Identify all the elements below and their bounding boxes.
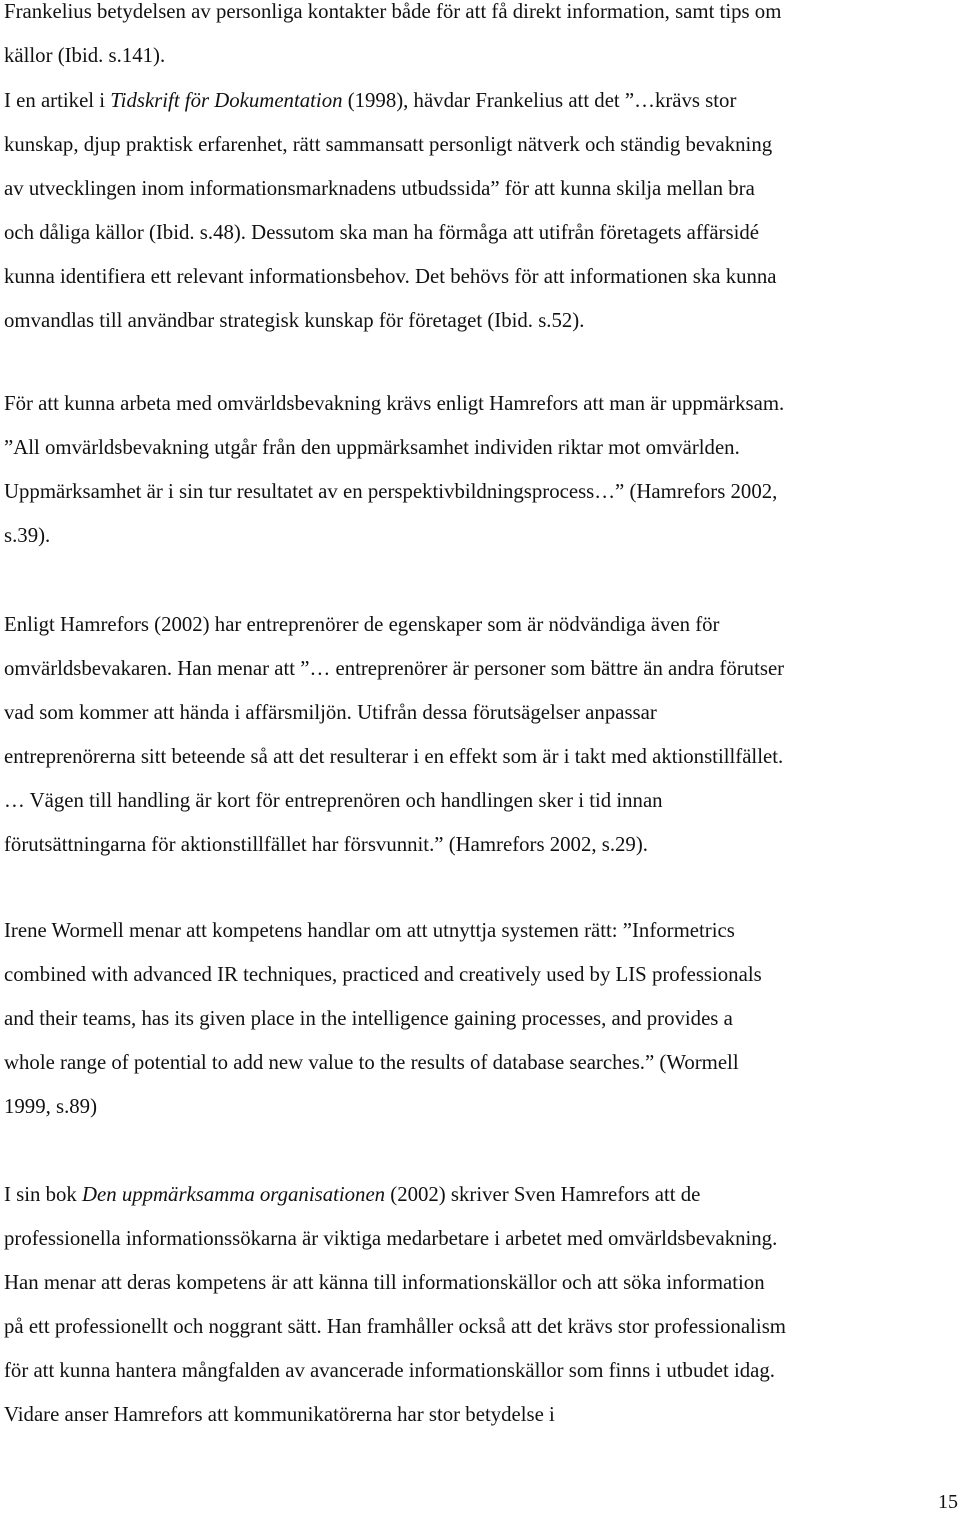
paragraph-wormell-competence — [4, 909, 960, 1129]
text-line: entreprenörerna sitt beteende så att det resulterar i en effekt som är i takt med aktionstillfället. — [4, 745, 784, 768]
paragraph-hamrefors-attention — [4, 382, 960, 558]
text-line: Han menar att deras kompetens är att känna till informationskällor och att söka information — [4, 1271, 765, 1294]
text-line: Frankelius betydelsen av personliga kontakter både för att få direkt information, samt tips om — [4, 0, 782, 23]
text-run: (1998), hävdar Frankelius att det ”…krävs stor — [342, 89, 737, 112]
text-line — [4, 79, 960, 123]
text-line: av utvecklingen inom informationsmarknadens utbudssida” för att kunna skilja mellan bra — [4, 177, 755, 200]
text-line: För att kunna arbeta med omvärldsbevakning krävs enligt Hamrefors att man är uppmärksam. — [4, 392, 785, 415]
text-line: ”All omvärldsbevakning utgår från den uppmärksamhet individen riktar mot omvärlden. — [4, 436, 740, 459]
text-line: kunskap, djup praktisk erfarenhet, rätt sammansatt personligt nätverk och ständig bevakning — [4, 133, 773, 156]
text-line: Enligt Hamrefors (2002) har entreprenörer de egenskaper som är nödvändiga även för — [4, 613, 720, 636]
text-line: 1999, s.89) — [4, 1095, 98, 1118]
text-run: (2002) skriver Sven Hamrefors att de — [385, 1183, 701, 1206]
journal-title: Tidskrift för Dokumentation — [110, 89, 343, 112]
text-line: för att kunna hantera mångfalden av avancerade informationskällor som finns i utbudet idag. — [4, 1359, 775, 1382]
text-line: förutsättningarna för aktionstillfället har försvunnit.” (Hamrefors 2002, s.29). — [4, 833, 648, 856]
text-line: omvandlas till användbar strategisk kunskap för företaget (Ibid. s.52). — [4, 309, 585, 332]
paragraph-hamrefors-book — [4, 1173, 960, 1437]
text-run: I en artikel i — [4, 89, 111, 112]
text-line: på ett professionellt och noggrant sätt. Han framhåller också att det krävs stor professionalism — [4, 1315, 786, 1338]
text-line: källor (Ibid. s.141). — [4, 44, 166, 67]
text-line: … Vägen till handling är kort för entreprenören och handlingen sker i tid innan — [4, 789, 663, 812]
paragraph-tidskrift-article — [4, 79, 960, 343]
text-line: and their teams, has its given place in the intelligence gaining processes, and provides a — [4, 1007, 733, 1030]
text-run: I sin bok — [4, 1183, 82, 1206]
text-line: Vidare anser Hamrefors att kommunikatörerna har stor betydelse i — [4, 1403, 555, 1426]
text-line: combined with advanced IR techniques, practiced and creatively used by LIS professionals — [4, 963, 762, 986]
text-line: kunna identifiera ett relevant informationsbehov. Det behövs för att informationen ska kunna — [4, 265, 777, 288]
text-line — [4, 1173, 960, 1217]
page-number: 15 — [938, 1491, 958, 1513]
text-line: Uppmärksamhet är i sin tur resultatet av en perspektivbildningsprocess…” (Hamrefors 2002, — [4, 480, 778, 503]
text-line: Irene Wormell menar att kompetens handlar om att utnyttja systemen rätt: ”Informetrics — [4, 919, 735, 942]
paragraph-frankelius-contacts — [4, 0, 960, 78]
text-line: professionella informationssökarna är viktiga medarbetare i arbetet med omvärldsbevakning. — [4, 1227, 778, 1250]
text-line: vad som kommer att hända i affärsmiljön. Utifrån dessa förutsägelser anpassar — [4, 701, 657, 724]
text-line: omvärldsbevakaren. Han menar att ”… entreprenörer är personer som bättre än andra förutser — [4, 657, 785, 680]
paragraph-hamrefors-entrepreneurs — [4, 603, 960, 867]
text-line: s.39). — [4, 524, 51, 547]
book-title: Den uppmärksamma organisationen — [82, 1183, 386, 1206]
text-line: och dåliga källor (Ibid. s.48). Dessutom ska man ha förmåga att utifrån företagets affärsidé — [4, 221, 759, 244]
text-line: whole range of potential to add new value to the results of database searches.” (Wormell — [4, 1051, 739, 1074]
